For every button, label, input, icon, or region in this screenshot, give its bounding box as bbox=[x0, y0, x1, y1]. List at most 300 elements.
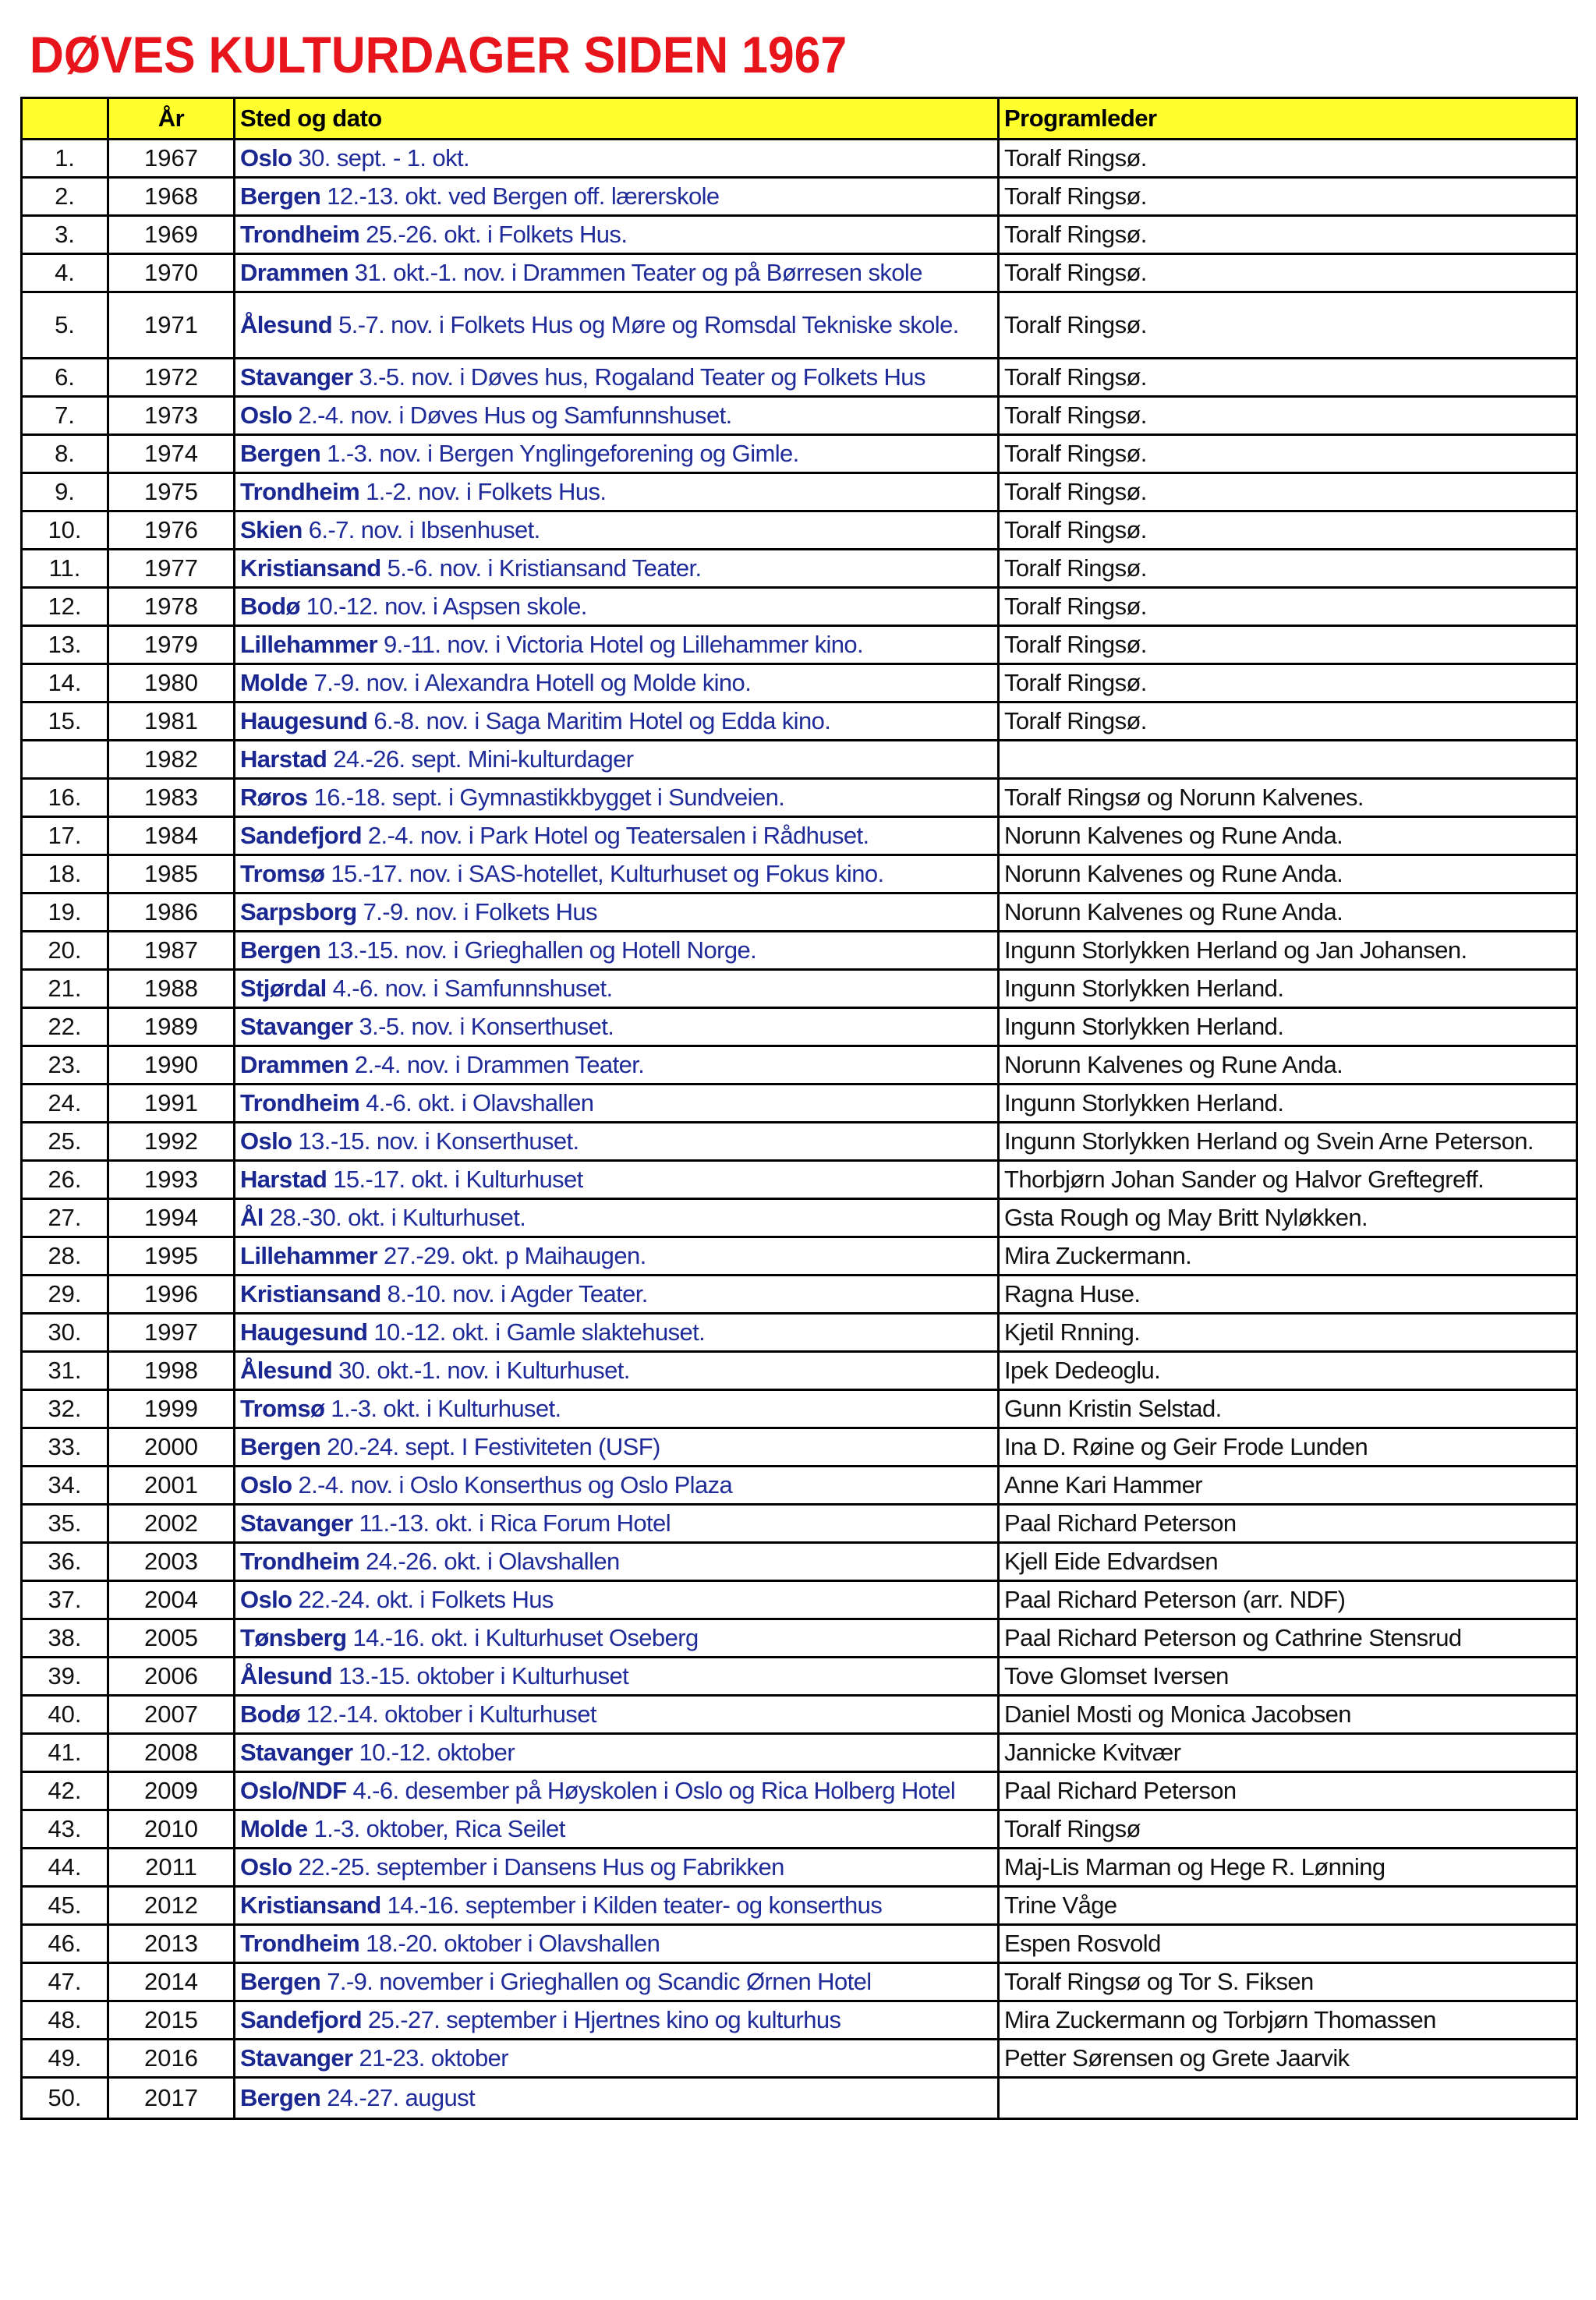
row-year: 1986 bbox=[108, 893, 235, 932]
row-date-venue: 15.-17. okt. i Kulturhuset bbox=[327, 1166, 583, 1193]
row-place-date bbox=[235, 626, 999, 664]
row-place-date bbox=[235, 1849, 999, 1887]
table-row bbox=[22, 626, 1577, 664]
table-row bbox=[22, 1161, 1577, 1199]
table-row bbox=[22, 1237, 1577, 1276]
row-year: 1984 bbox=[108, 817, 235, 855]
row-year: 2000 bbox=[108, 1428, 235, 1467]
row-city: Trondheim bbox=[240, 221, 360, 248]
row-number: 39. bbox=[22, 1658, 108, 1696]
row-date-venue: 18.-20. oktober i Olavshallen bbox=[359, 1930, 660, 1957]
row-program-leader: Toralf Ringsø. bbox=[999, 178, 1577, 216]
row-date-venue: 20.-24. sept. I Festiviteten (USF) bbox=[320, 1433, 660, 1460]
row-number: 1. bbox=[22, 140, 108, 178]
row-year: 1981 bbox=[108, 702, 235, 741]
row-date-venue: 27.-29. okt. p Maihaugen. bbox=[377, 1242, 646, 1269]
row-city: Stjørdal bbox=[240, 975, 327, 1002]
row-city: Oslo bbox=[240, 1853, 292, 1881]
row-date-venue: 1.-3. nov. i Bergen Ynglingeforening og Gimle. bbox=[320, 440, 799, 467]
table-row bbox=[22, 1505, 1577, 1543]
table-row bbox=[22, 140, 1577, 178]
row-number: 8. bbox=[22, 435, 108, 473]
row-city: Bodø bbox=[240, 1700, 300, 1728]
row-date-venue: 10.-12. nov. i Aspsen skole. bbox=[299, 593, 587, 620]
row-number: 37. bbox=[22, 1581, 108, 1619]
row-date-venue: 28.-30. okt. i Kulturhuset. bbox=[263, 1204, 526, 1231]
row-number: 32. bbox=[22, 1390, 108, 1428]
row-program-leader bbox=[999, 2078, 1577, 2119]
row-year: 2014 bbox=[108, 1963, 235, 2001]
row-program-leader: Ragna Huse. bbox=[999, 1276, 1577, 1314]
row-date-venue: 12.-14. oktober i Kulturhuset bbox=[299, 1700, 596, 1728]
row-place-date bbox=[235, 1658, 999, 1696]
table-row bbox=[22, 893, 1577, 932]
row-place-date bbox=[235, 473, 999, 511]
row-city: Harstad bbox=[240, 1166, 327, 1193]
row-year: 1971 bbox=[108, 292, 235, 359]
row-date-venue: 30. okt.-1. nov. i Kulturhuset. bbox=[332, 1357, 630, 1384]
row-place-date bbox=[235, 702, 999, 741]
table-row bbox=[22, 1887, 1577, 1925]
row-place-date bbox=[235, 1237, 999, 1276]
table-row bbox=[22, 1849, 1577, 1887]
row-number: 48. bbox=[22, 2001, 108, 2040]
table-row bbox=[22, 932, 1577, 970]
row-number: 29. bbox=[22, 1276, 108, 1314]
row-program-leader: Maj-Lis Marman og Hege R. Lønning bbox=[999, 1849, 1577, 1887]
row-place-date bbox=[235, 511, 999, 550]
row-year: 1974 bbox=[108, 435, 235, 473]
row-year: 1975 bbox=[108, 473, 235, 511]
row-place-date bbox=[235, 254, 999, 292]
row-date-venue: 13.-15. oktober i Kulturhuset bbox=[332, 1662, 629, 1690]
row-place-date bbox=[235, 292, 999, 359]
row-city: Røros bbox=[240, 784, 308, 811]
row-program-leader: Ingunn Storlykken Herland og Svein Arne Peterson. bbox=[999, 1123, 1577, 1161]
table-row bbox=[22, 1085, 1577, 1123]
table-row bbox=[22, 216, 1577, 254]
row-program-leader: Toralf Ringsø. bbox=[999, 359, 1577, 397]
row-year: 2004 bbox=[108, 1581, 235, 1619]
row-year: 2017 bbox=[108, 2078, 235, 2119]
row-date-venue: 2.-4. nov. i Døves Hus og Samfunnshuset. bbox=[292, 402, 732, 429]
row-number bbox=[22, 741, 108, 779]
row-program-leader: Ina D. Røine og Geir Frode Lunden bbox=[999, 1428, 1577, 1467]
table-row bbox=[22, 2078, 1577, 2119]
row-number: 19. bbox=[22, 893, 108, 932]
header-year: År bbox=[108, 98, 235, 140]
row-year: 1977 bbox=[108, 550, 235, 588]
row-year: 1979 bbox=[108, 626, 235, 664]
row-year: 2016 bbox=[108, 2040, 235, 2078]
row-city: Drammen bbox=[240, 1051, 349, 1078]
row-year: 1987 bbox=[108, 932, 235, 970]
row-date-venue: 4.-6. desember på Høyskolen i Oslo og Rica Holberg Hotel bbox=[346, 1777, 956, 1804]
row-number: 28. bbox=[22, 1237, 108, 1276]
row-city: Oslo bbox=[240, 1471, 292, 1499]
row-year: 1980 bbox=[108, 664, 235, 702]
row-year: 2008 bbox=[108, 1734, 235, 1772]
row-place-date bbox=[235, 741, 999, 779]
row-date-venue: 4.-6. okt. i Olavshallen bbox=[359, 1089, 594, 1116]
row-city: Oslo bbox=[240, 402, 292, 429]
row-year: 1982 bbox=[108, 741, 235, 779]
table-row bbox=[22, 1123, 1577, 1161]
row-program-leader: Kjell Eide Edvardsen bbox=[999, 1543, 1577, 1581]
row-city: Tromsø bbox=[240, 860, 325, 887]
row-date-venue: 9.-11. nov. i Victoria Hotel og Lillehammer kino. bbox=[377, 631, 864, 658]
row-date-venue: 2.-4. nov. i Drammen Teater. bbox=[348, 1051, 645, 1078]
row-date-venue: 7.-9. november i Grieghallen og Scandic Ørnen Hotel bbox=[320, 1968, 872, 1995]
row-year: 1997 bbox=[108, 1314, 235, 1352]
table-row bbox=[22, 473, 1577, 511]
row-city: Oslo/NDF bbox=[240, 1777, 347, 1804]
row-number: 36. bbox=[22, 1543, 108, 1581]
row-city: Bergen bbox=[240, 440, 321, 467]
table-header-row bbox=[22, 98, 1577, 140]
row-city: Molde bbox=[240, 669, 308, 696]
row-date-venue: 24.-27. august bbox=[320, 2084, 476, 2111]
row-place-date bbox=[235, 970, 999, 1008]
row-program-leader: Gunn Kristin Selstad. bbox=[999, 1390, 1577, 1428]
row-program-leader bbox=[999, 741, 1577, 779]
row-place-date bbox=[235, 1543, 999, 1581]
row-date-venue: 13.-15. nov. i Grieghallen og Hotell Norge. bbox=[320, 936, 757, 964]
row-date-venue: 22.-25. september i Dansens Hus og Fabrikken bbox=[292, 1853, 784, 1881]
row-date-venue: 13.-15. nov. i Konserthuset. bbox=[292, 1127, 579, 1155]
row-number: 17. bbox=[22, 817, 108, 855]
row-number: 2. bbox=[22, 178, 108, 216]
row-place-date bbox=[235, 435, 999, 473]
row-date-venue: 6.-8. nov. i Saga Maritim Hotel og Edda kino. bbox=[367, 707, 831, 734]
table-row bbox=[22, 2040, 1577, 2078]
row-number: 40. bbox=[22, 1696, 108, 1734]
row-date-venue: 3.-5. nov. i Konserthuset. bbox=[352, 1013, 614, 1040]
row-number: 14. bbox=[22, 664, 108, 702]
row-program-leader: Ingunn Storlykken Herland. bbox=[999, 1008, 1577, 1046]
table-row bbox=[22, 359, 1577, 397]
row-year: 1973 bbox=[108, 397, 235, 435]
row-place-date bbox=[235, 1276, 999, 1314]
row-number: 34. bbox=[22, 1467, 108, 1505]
row-city: Sandefjord bbox=[240, 2006, 362, 2033]
row-city: Bergen bbox=[240, 1968, 321, 1995]
table-row bbox=[22, 1581, 1577, 1619]
row-number: 46. bbox=[22, 1925, 108, 1963]
row-year: 1983 bbox=[108, 779, 235, 817]
row-number: 27. bbox=[22, 1199, 108, 1237]
row-city: Haugesund bbox=[240, 707, 368, 734]
row-program-leader: Jannicke Kvitvær bbox=[999, 1734, 1577, 1772]
row-number: 6. bbox=[22, 359, 108, 397]
row-date-venue: 10.-12. oktober bbox=[352, 1739, 515, 1766]
row-number: 23. bbox=[22, 1046, 108, 1085]
row-number: 45. bbox=[22, 1887, 108, 1925]
row-city: Trondheim bbox=[240, 1089, 360, 1116]
row-city: Ålesund bbox=[240, 311, 333, 338]
row-number: 3. bbox=[22, 216, 108, 254]
table-row bbox=[22, 1390, 1577, 1428]
row-place-date bbox=[235, 178, 999, 216]
row-program-leader: Toralf Ringsø. bbox=[999, 292, 1577, 359]
row-date-venue: 8.-10. nov. i Agder Teater. bbox=[380, 1280, 648, 1307]
row-place-date bbox=[235, 1428, 999, 1467]
row-city: Bergen bbox=[240, 2084, 321, 2111]
row-date-venue: 2.-4. nov. i Oslo Konserthus og Oslo Plaza bbox=[292, 1471, 733, 1499]
table-row bbox=[22, 588, 1577, 626]
table-row bbox=[22, 1810, 1577, 1849]
row-date-venue: 5.-7. nov. i Folkets Hus og Møre og Romsdal Tekniske skole. bbox=[332, 311, 959, 338]
row-city: Lillehammer bbox=[240, 631, 378, 658]
row-year: 2013 bbox=[108, 1925, 235, 1963]
row-number: 42. bbox=[22, 1772, 108, 1810]
row-date-venue: 30. sept. - 1. okt. bbox=[292, 144, 470, 172]
row-year: 2007 bbox=[108, 1696, 235, 1734]
row-year: 2006 bbox=[108, 1658, 235, 1696]
row-date-venue: 11.-13. okt. i Rica Forum Hotel bbox=[352, 1509, 671, 1537]
row-year: 1988 bbox=[108, 970, 235, 1008]
row-number: 5. bbox=[22, 292, 108, 359]
row-city: Skien bbox=[240, 516, 303, 543]
row-place-date bbox=[235, 779, 999, 817]
row-number: 30. bbox=[22, 1314, 108, 1352]
row-city: Bergen bbox=[240, 1433, 321, 1460]
row-number: 11. bbox=[22, 550, 108, 588]
row-number: 24. bbox=[22, 1085, 108, 1123]
row-program-leader: Toralf Ringsø. bbox=[999, 511, 1577, 550]
row-city: Oslo bbox=[240, 1586, 292, 1613]
row-date-venue: 7.-9. nov. i Alexandra Hotell og Molde kino. bbox=[307, 669, 752, 696]
row-date-venue: 24.-26. okt. i Olavshallen bbox=[359, 1548, 620, 1575]
row-number: 33. bbox=[22, 1428, 108, 1467]
row-place-date bbox=[235, 664, 999, 702]
row-date-venue: 5.-6. nov. i Kristiansand Teater. bbox=[380, 554, 702, 582]
row-program-leader: Toralf Ringsø. bbox=[999, 626, 1577, 664]
row-year: 1999 bbox=[108, 1390, 235, 1428]
row-place-date bbox=[235, 1161, 999, 1199]
row-city: Drammen bbox=[240, 259, 349, 286]
table-row bbox=[22, 970, 1577, 1008]
row-number: 15. bbox=[22, 702, 108, 741]
row-number: 47. bbox=[22, 1963, 108, 2001]
row-place-date bbox=[235, 1619, 999, 1658]
row-place-date bbox=[235, 1505, 999, 1543]
row-place-date bbox=[235, 1314, 999, 1352]
row-place-date bbox=[235, 1199, 999, 1237]
row-program-leader: Ingunn Storlykken Herland. bbox=[999, 1085, 1577, 1123]
row-date-venue: 6.-7. nov. i Ibsenhuset. bbox=[302, 516, 540, 543]
table-row bbox=[22, 1352, 1577, 1390]
row-place-date bbox=[235, 2040, 999, 2078]
row-program-leader: Mira Zuckermann og Torbjørn Thomassen bbox=[999, 2001, 1577, 2040]
row-place-date bbox=[235, 1887, 999, 1925]
row-program-leader: Toralf Ringsø. bbox=[999, 216, 1577, 254]
row-program-leader: Toralf Ringsø. bbox=[999, 550, 1577, 588]
row-date-venue: 7.-9. nov. i Folkets Hus bbox=[356, 898, 597, 925]
row-year: 2015 bbox=[108, 2001, 235, 2040]
table-row bbox=[22, 1734, 1577, 1772]
row-program-leader: Ingunn Storlykken Herland og Jan Johansen. bbox=[999, 932, 1577, 970]
row-year: 1972 bbox=[108, 359, 235, 397]
row-place-date bbox=[235, 1925, 999, 1963]
row-city: Tromsø bbox=[240, 1395, 325, 1422]
row-city: Trondheim bbox=[240, 1548, 360, 1575]
table-row bbox=[22, 1772, 1577, 1810]
table-row bbox=[22, 1046, 1577, 1085]
row-number: 7. bbox=[22, 397, 108, 435]
row-city: Stavanger bbox=[240, 363, 353, 391]
row-city: Bodø bbox=[240, 593, 300, 620]
row-city: Stavanger bbox=[240, 1739, 353, 1766]
row-city: Oslo bbox=[240, 1127, 292, 1155]
row-program-leader: Gsta Rough og May Britt Nyløkken. bbox=[999, 1199, 1577, 1237]
row-number: 50. bbox=[22, 2078, 108, 2119]
row-year: 2009 bbox=[108, 1772, 235, 1810]
row-number: 16. bbox=[22, 779, 108, 817]
row-city: Molde bbox=[240, 1815, 308, 1842]
row-year: 2001 bbox=[108, 1467, 235, 1505]
row-city: Tønsberg bbox=[240, 1624, 347, 1651]
table-row bbox=[22, 817, 1577, 855]
row-program-leader: Toralf Ringsø. bbox=[999, 397, 1577, 435]
table-row bbox=[22, 1428, 1577, 1467]
row-place-date bbox=[235, 397, 999, 435]
row-program-leader: Thorbjørn Johan Sander og Halvor Greftegreff. bbox=[999, 1161, 1577, 1199]
row-city: Trondheim bbox=[240, 478, 360, 505]
row-year: 1985 bbox=[108, 855, 235, 893]
row-place-date bbox=[235, 1390, 999, 1428]
row-date-venue: 14.-16. september i Kilden teater- og konserthus bbox=[380, 1891, 883, 1919]
table-row bbox=[22, 664, 1577, 702]
table-row bbox=[22, 1467, 1577, 1505]
row-year: 1995 bbox=[108, 1237, 235, 1276]
row-place-date bbox=[235, 817, 999, 855]
header-place-date: Sted og dato bbox=[235, 98, 999, 140]
row-place-date bbox=[235, 1085, 999, 1123]
row-number: 31. bbox=[22, 1352, 108, 1390]
row-date-venue: 16.-18. sept. i Gymnastikkbygget i Sundveien. bbox=[307, 784, 785, 811]
row-place-date bbox=[235, 1008, 999, 1046]
row-place-date bbox=[235, 932, 999, 970]
table-row bbox=[22, 1008, 1577, 1046]
row-program-leader: Trine Våge bbox=[999, 1887, 1577, 1925]
row-number: 26. bbox=[22, 1161, 108, 1199]
row-year: 1994 bbox=[108, 1199, 235, 1237]
row-year: 2005 bbox=[108, 1619, 235, 1658]
page-title: DØVES KULTURDAGER SIDEN 1967 bbox=[30, 26, 848, 83]
events-table bbox=[20, 97, 1578, 2120]
table-row bbox=[22, 435, 1577, 473]
row-year: 1976 bbox=[108, 511, 235, 550]
row-city: Stavanger bbox=[240, 2044, 353, 2072]
row-program-leader: Norunn Kalvenes og Rune Anda. bbox=[999, 1046, 1577, 1085]
table-row bbox=[22, 1619, 1577, 1658]
row-program-leader: Espen Rosvold bbox=[999, 1925, 1577, 1963]
table-row bbox=[22, 178, 1577, 216]
row-year: 1990 bbox=[108, 1046, 235, 1085]
table-row bbox=[22, 254, 1577, 292]
row-program-leader: Toralf Ringsø. bbox=[999, 473, 1577, 511]
table-row bbox=[22, 1276, 1577, 1314]
row-program-leader: Toralf Ringsø og Norunn Kalvenes. bbox=[999, 779, 1577, 817]
row-place-date bbox=[235, 1810, 999, 1849]
row-program-leader: Toralf Ringsø bbox=[999, 1810, 1577, 1849]
row-city: Ålesund bbox=[240, 1357, 333, 1384]
row-date-venue: 1.-3. okt. i Kulturhuset. bbox=[324, 1395, 561, 1422]
row-date-venue: 25.-26. okt. i Folkets Hus. bbox=[359, 221, 628, 248]
row-program-leader: Mira Zuckermann. bbox=[999, 1237, 1577, 1276]
row-date-venue: 22.-24. okt. i Folkets Hus bbox=[292, 1586, 554, 1613]
row-number: 44. bbox=[22, 1849, 108, 1887]
row-number: 9. bbox=[22, 473, 108, 511]
row-year: 1991 bbox=[108, 1085, 235, 1123]
row-city: Bergen bbox=[240, 936, 321, 964]
row-place-date bbox=[235, 550, 999, 588]
row-date-venue: 3.-5. nov. i Døves hus, Rogaland Teater og Folkets Hus bbox=[352, 363, 925, 391]
row-date-venue: 24.-26. sept. Mini-kulturdager bbox=[327, 745, 634, 773]
row-city: Harstad bbox=[240, 745, 327, 773]
row-place-date bbox=[235, 893, 999, 932]
header-program-leader: Programleder bbox=[999, 98, 1577, 140]
table-row bbox=[22, 702, 1577, 741]
row-program-leader: Ingunn Storlykken Herland. bbox=[999, 970, 1577, 1008]
row-place-date bbox=[235, 1046, 999, 1085]
row-city: Sandefjord bbox=[240, 822, 362, 849]
row-place-date bbox=[235, 2001, 999, 2040]
table-row bbox=[22, 779, 1577, 817]
row-date-venue: 12.-13. okt. ved Bergen off. lærerskole bbox=[320, 182, 720, 210]
row-place-date bbox=[235, 588, 999, 626]
row-year: 1998 bbox=[108, 1352, 235, 1390]
row-program-leader: Toralf Ringsø. bbox=[999, 588, 1577, 626]
row-number: 38. bbox=[22, 1619, 108, 1658]
row-number: 13. bbox=[22, 626, 108, 664]
row-number: 12. bbox=[22, 588, 108, 626]
row-number: 49. bbox=[22, 2040, 108, 2078]
row-program-leader: Paal Richard Peterson bbox=[999, 1772, 1577, 1810]
row-place-date bbox=[235, 359, 999, 397]
row-city: Kristiansand bbox=[240, 1891, 381, 1919]
row-number: 20. bbox=[22, 932, 108, 970]
row-program-leader: Petter Sørensen og Grete Jaarvik bbox=[999, 2040, 1577, 2078]
row-program-leader: Toralf Ringsø og Tor S. Fiksen bbox=[999, 1963, 1577, 2001]
table-row bbox=[22, 741, 1577, 779]
row-program-leader: Toralf Ringsø. bbox=[999, 140, 1577, 178]
table-row bbox=[22, 550, 1577, 588]
row-program-leader: Tove Glomset Iversen bbox=[999, 1658, 1577, 1696]
row-city: Bergen bbox=[240, 182, 321, 210]
row-city: Ål bbox=[240, 1204, 264, 1231]
row-city: Ålesund bbox=[240, 1662, 333, 1690]
row-city: Haugesund bbox=[240, 1318, 368, 1346]
row-number: 43. bbox=[22, 1810, 108, 1849]
row-program-leader: Paal Richard Peterson og Cathrine Stensrud bbox=[999, 1619, 1577, 1658]
row-year: 1989 bbox=[108, 1008, 235, 1046]
row-date-venue: 4.-6. nov. i Samfunnshuset. bbox=[326, 975, 613, 1002]
row-city: Sarpsborg bbox=[240, 898, 357, 925]
row-number: 4. bbox=[22, 254, 108, 292]
row-program-leader: Kjetil Rnning. bbox=[999, 1314, 1577, 1352]
row-year: 1969 bbox=[108, 216, 235, 254]
row-number: 41. bbox=[22, 1734, 108, 1772]
table-row bbox=[22, 1199, 1577, 1237]
row-year: 2002 bbox=[108, 1505, 235, 1543]
row-program-leader: Paal Richard Peterson bbox=[999, 1505, 1577, 1543]
row-place-date bbox=[235, 855, 999, 893]
row-date-venue: 21-23. oktober bbox=[352, 2044, 509, 2072]
table-row bbox=[22, 1925, 1577, 1963]
row-number: 22. bbox=[22, 1008, 108, 1046]
